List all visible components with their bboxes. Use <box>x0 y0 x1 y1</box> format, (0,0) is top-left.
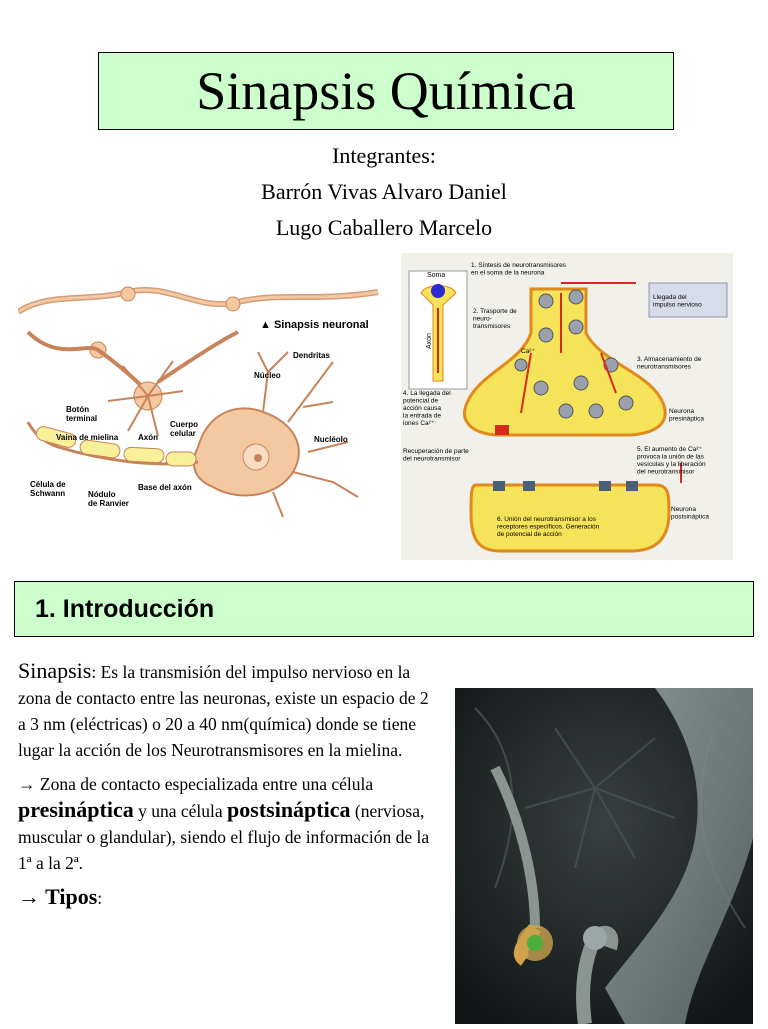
term-tipos: Tipos <box>40 884 98 909</box>
syn-label-llegada: Llegada del impulso nervioso <box>653 294 702 309</box>
body-text <box>18 658 430 919</box>
paragraph-tipos <box>18 884 430 911</box>
label-nodulo: Nódulo de Ranvier <box>88 490 129 509</box>
syn-label-step4: 4. La llegada del potencial de acción causa la entrada de iones Ca²⁺ <box>403 390 451 427</box>
label-schwann: Célula de Schwann <box>30 480 66 499</box>
syn-label-recuperacion: Recuperación de parte del neurotransmisor <box>403 448 469 463</box>
text-segment: y una célula <box>133 801 228 821</box>
synapse-svg <box>401 253 733 560</box>
synapse-diagram <box>401 253 733 560</box>
syn-label-step2: 2. Trasporte de neuro-transmisores <box>473 308 517 330</box>
member-name: Lugo Caballero Marcelo <box>275 215 493 240</box>
member-name: Barrón Vivas Alvaro Daniel <box>261 179 507 204</box>
definition-text: : Es la transmisión del impulso nervioso en la zona de contacto entre las neuronas, existe un espacio de 2 a 3 nm (eléctricas) o 20 a 40 nm(química) donde se tiene lugar la acción de los Neurotransmisores en la mielina. <box>18 662 429 760</box>
label-nucleo: Núcleo <box>254 371 281 380</box>
text-segment: : <box>97 888 103 908</box>
syn-label-ca: Ca²⁺ <box>521 348 535 355</box>
label-base: Base del axón <box>138 483 192 492</box>
members-heading: Integrantes: <box>332 143 436 168</box>
arrow-symbol: → <box>18 884 40 909</box>
label-vaina: Vaina de mielina <box>56 433 119 442</box>
neuron-3d-svg <box>455 688 753 1024</box>
term-sinapsis: Sinapsis <box>18 658 92 683</box>
label-cuerpo: Cuerpo celular <box>170 420 198 439</box>
syn-label-presinaptica: Neurona presináptica <box>669 408 705 423</box>
syn-label-step3: 3. Almacenamiento de neurotransmisores <box>637 356 702 371</box>
text-segment: (nerviosa, muscular o glandular), siendo el flujo de información de la 1ª a la 2ª. <box>18 801 430 873</box>
members-block <box>0 138 768 246</box>
syn-label-postsinaptica: Neurona postsináptica <box>671 506 709 521</box>
text-segment: Zona de contacto especializada entre una célula <box>35 774 374 794</box>
syn-label-step1: 1. Síntesis de neurotransmisores en el soma de la neurona <box>471 262 567 277</box>
term-postsinaptica: postsináptica <box>227 797 351 822</box>
syn-label-axon: Axón <box>426 333 433 349</box>
neuron-3d-image <box>455 688 753 1024</box>
neuron-illustration <box>18 272 382 524</box>
term-presinaptica: presináptica <box>18 797 134 822</box>
syn-label-soma: Soma <box>427 272 446 279</box>
syn-label-step5: 5. El aumento de Ca²⁺ provoca la unión de las vesículas y la liberación del neurotransmisor <box>637 446 706 476</box>
paragraph-contact-zone <box>18 771 430 876</box>
title-box <box>98 52 674 130</box>
label-boton: Botón terminal <box>66 405 98 424</box>
label-caption: ▲ Sinapsis neuronal <box>260 319 369 331</box>
syn-label-step6: 6. Unión del neurotransmisor a los receptores específicos. Generación de potencial de acción <box>497 516 600 538</box>
page-title: Sinapsis Química <box>196 61 576 121</box>
section-header <box>14 581 754 637</box>
paragraph-definition <box>18 658 430 763</box>
section-title: 1. Introducción <box>35 594 215 623</box>
neuron-svg <box>18 272 382 524</box>
arrow-symbol: → <box>18 774 36 794</box>
label-dendritas: Dendritas <box>293 351 330 360</box>
label-axon: Axón <box>138 433 158 442</box>
label-nucleolo: Nucléolo <box>314 435 348 444</box>
